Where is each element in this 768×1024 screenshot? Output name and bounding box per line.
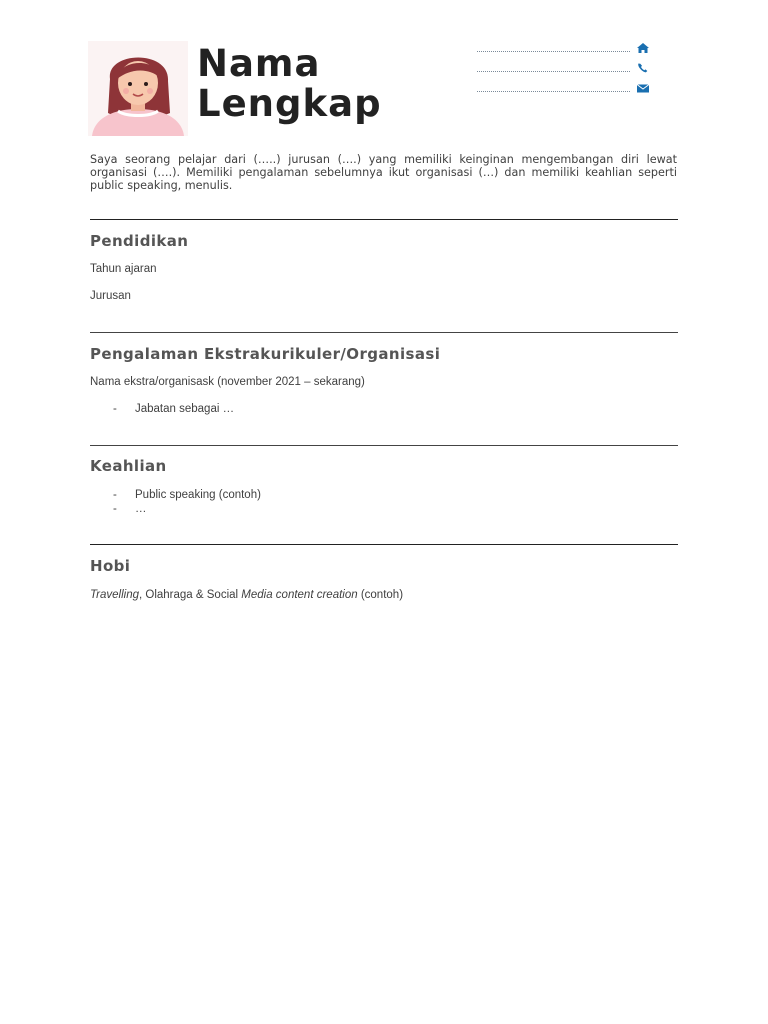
bullet-marker: - [113, 489, 117, 501]
education-major: Jurusan [90, 290, 131, 302]
section-title-hobi: Hobi [90, 557, 131, 575]
bullet-marker: - [113, 503, 117, 515]
hobby-example-note: (contoh) [357, 589, 404, 601]
hobby-travelling: Travelling [90, 589, 139, 601]
organization-position: Jabatan sebagai … [135, 403, 235, 415]
section-divider [90, 332, 678, 333]
section-divider [90, 544, 678, 545]
organization-entry: Nama ekstra/organisask (november 2021 – sekarang) [90, 376, 365, 388]
section-title-pendidikan: Pendidikan [90, 232, 189, 250]
skill-item: Public speaking (contoh) [135, 489, 261, 501]
phone-icon [636, 62, 650, 74]
home-icon [636, 42, 650, 54]
address-placeholder-line [477, 51, 630, 52]
section-divider [90, 219, 678, 220]
name-line-1: Nama [197, 42, 321, 85]
section-divider [90, 445, 678, 446]
skill-item: … [135, 503, 147, 515]
education-year: Tahun ajaran [90, 263, 157, 275]
section-title-keahlian: Keahlian [90, 457, 167, 475]
email-icon [636, 82, 650, 94]
hobby-media-content: Media content creation [241, 589, 358, 601]
phone-placeholder-line [477, 71, 630, 72]
contact-phone [477, 62, 652, 74]
name-line-2: Lengkap [197, 82, 382, 125]
hobby-sport-social: , Olahraga & Social [139, 589, 242, 601]
bullet-marker: - [113, 403, 117, 415]
full-name [197, 44, 382, 124]
section-title-organisasi: Pengalaman Ekstrakurikuler/Organisasi [90, 345, 441, 363]
hobbies-text [90, 589, 403, 601]
contact-address [477, 42, 652, 54]
profile-avatar [88, 41, 188, 136]
contact-email [477, 82, 652, 94]
profile-summary: Saya seorang pelajar dari (…..) jurusan (….) yang memiliki keinginan mengembangan diri lewat organisasi (….). Memiliki pengalaman sebelumnya ikut organisasi (…) dan memiliki keahlian seperti public speaking, menulis. [90, 153, 677, 192]
email-placeholder-line [477, 91, 630, 92]
